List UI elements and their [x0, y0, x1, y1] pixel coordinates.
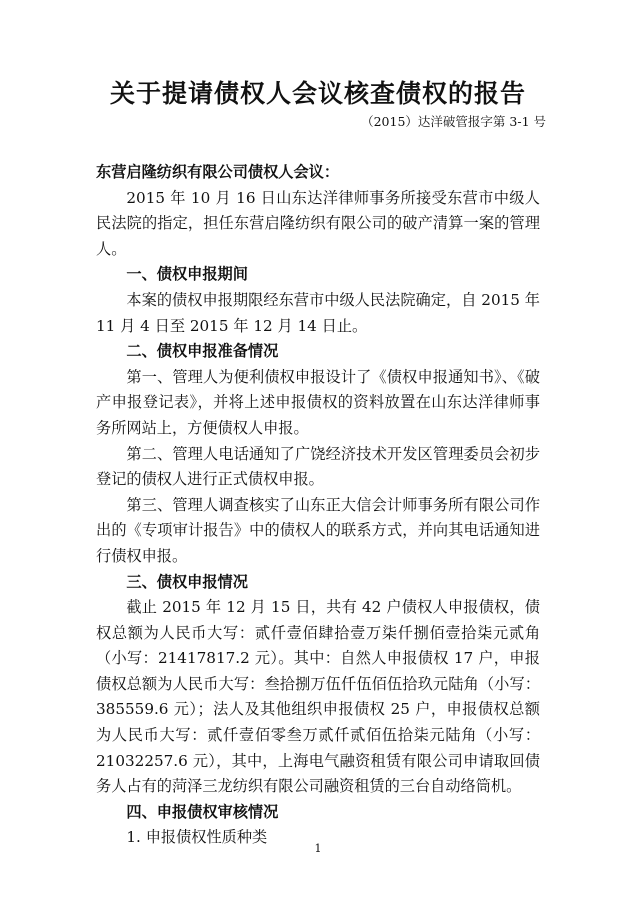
section-heading: 二、债权申报准备情况 [126, 342, 279, 361]
document-number: （2015）达洋破管报字第 3-1 号 [361, 114, 546, 129]
paragraph: 截止 2015 年 12 月 15 日，共有 42 户债权人申报债权，债权总额为人民币大写：贰仟壹佰肆拾壹万柒仟捌佰壹拾柒元贰角（小写：21417817.2 元）。其中：自然人申报债权 17 户，申报债权总额为人民币大写：叁拾捌万伍仟伍佰伍拾玖元陆角（小写：385559.6 元）；法人及其他组织申报债权 25 户，申报债权总额为人民币大写：贰仟壹佰零叁万贰仟贰佰伍拾柒元陆角（小写：21032257.6 元），其中，上海电气融资租赁有限公司申请取回债务人占有的菏泽三龙纺织有限公司融资租赁的三台自动络筒机。 [96, 598, 540, 796]
section-heading: 三、债权申报情况 [126, 572, 248, 591]
document-body [96, 160, 540, 851]
intro-paragraph: 2015 年 10 月 16 日山东达洋律师事务所接受东营市中级人民法院的指定，担任东营启隆纺织有限公司的破产清算一案的管理人。 [96, 188, 540, 258]
section-heading: 四、申报债权审核情况 [126, 802, 279, 821]
paragraph: 第三、管理人调查核实了山东正大信会计师事务所有限公司作出的《专项审计报告》中的债权人的联系方式，并向其电话通知进行债权申报。 [96, 495, 540, 565]
paragraph: 本案的债权申报期限经东营市中级人民法院确定，自 2015 年 11 月 4 日至 2015 年 12 月 14 日止。 [96, 290, 540, 335]
paragraph: 第二、管理人电话通知了广饶经济技术开发区管理委员会初步登记的债权人进行正式债权申报。 [96, 444, 540, 489]
subsection-heading: 1. 申报债权性质种类 [126, 828, 268, 847]
paragraph: 第一、管理人为便利债权申报设计了《债权申报通知书》、《破产申报登记表》，并将上述申报债权的资料放置在山东达洋律师事务所网站上，方便债权人申报。 [96, 367, 540, 437]
section-heading: 一、债权申报期间 [126, 265, 248, 284]
document-title: 关于提请债权人会议核查债权的报告 [109, 79, 526, 108]
salutation: 东营启隆纺织有限公司债权人会议： [96, 163, 339, 181]
page-number: 1 [314, 842, 322, 855]
